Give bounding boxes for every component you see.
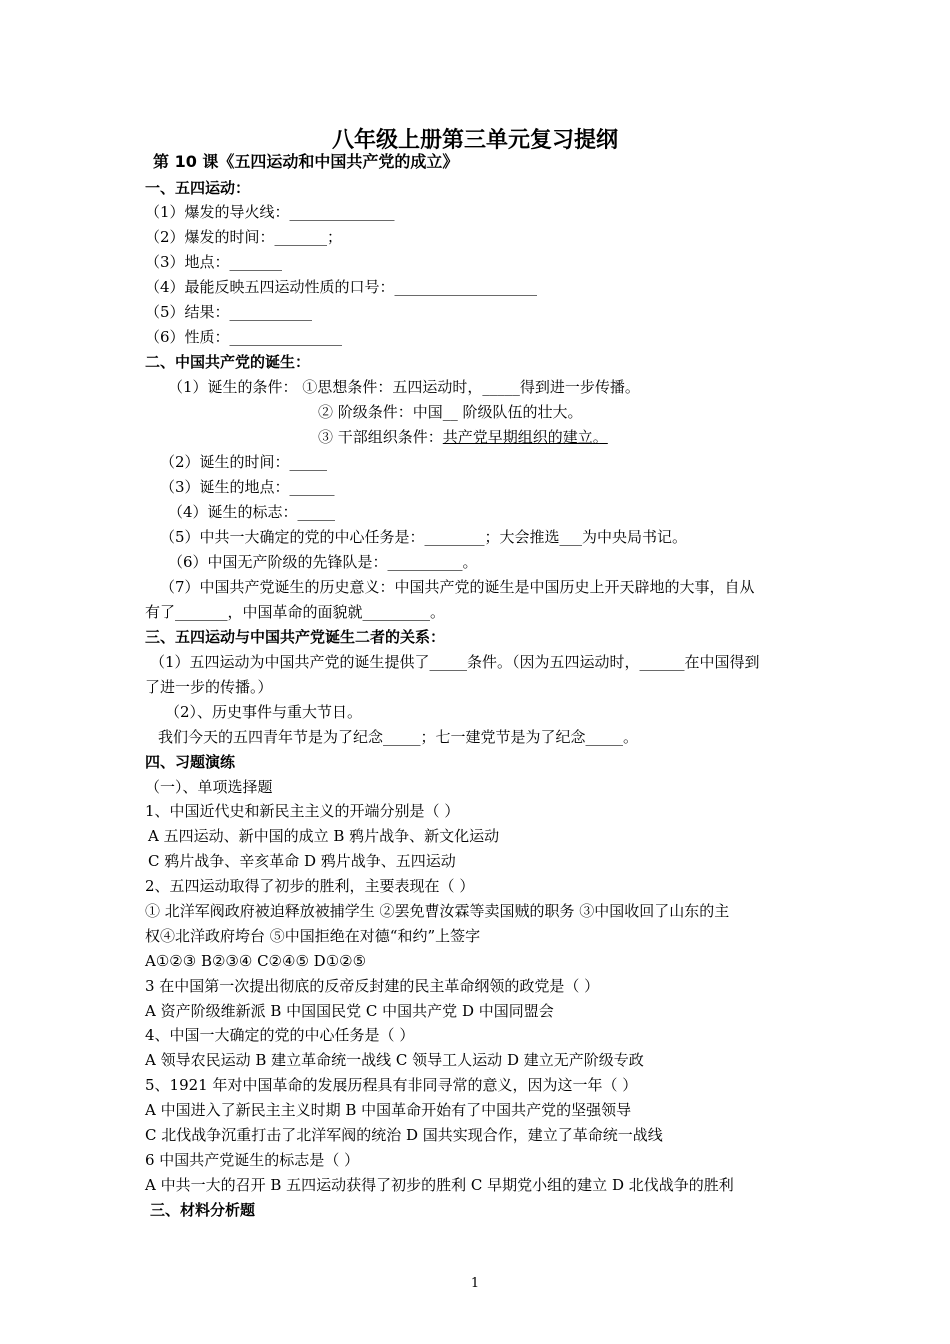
section-4-heading: 四、习题演练: [145, 753, 236, 771]
section-1-heading: 一、五四运动：: [145, 179, 251, 197]
s2-item: （6）中国无产阶级的先锋队是：__________。: [168, 553, 478, 571]
s1-item: （5）结果：___________: [145, 303, 313, 321]
question-line: A 中国进入了新民主主义时期 B 中国革命开始有了中国共产党的坚强领导: [145, 1101, 632, 1119]
s3-item: 我们今天的五四青年节是为了纪念_____；七一建党节是为了纪念_____。: [158, 728, 639, 746]
s1-item: （3）地点：_______: [145, 253, 283, 271]
s4-subheading: （一）、单项选择题: [145, 778, 273, 796]
question-line: A 领导农民运动 B 建立革命统一战线 C 领导工人运动 D 建立无产阶级专政: [145, 1051, 644, 1069]
question-line: A①②③ B②③④ C②④⑤ D①②⑤: [145, 952, 367, 970]
question-line: ① 北洋军阀政府被迫释放被捕学生 ②罢免曹汝霖等卖国贼的职务 ③中国收回了山东的主: [145, 902, 730, 920]
s1-item: （1）爆发的导火线：______________: [145, 203, 395, 221]
s3-item: （2）、历史事件与重大节日。: [165, 703, 363, 721]
question-line: A 中共一大的召开 B 五四运动获得了初步的胜利 C 早期党小组的建立 D 北伐战争的胜利: [145, 1176, 734, 1194]
s1-item: （4）最能反映五四运动性质的口号：___________________: [145, 278, 538, 296]
question-line: A 资产阶级维新派 B 中国国民党 C 中国共产党 D 中国同盟会: [145, 1002, 554, 1020]
s2-item: 有了_______，中国革命的面貌就_________。: [145, 603, 446, 621]
s2-item: （7）中国共产党诞生的历史意义：中国共产党的诞生是中国历史上开天辟地的大事，自从: [160, 578, 755, 596]
s2-condition: （1）诞生的条件： ①思想条件：五四运动时，_____得到进一步传播。: [168, 378, 640, 396]
question-line: C 鸦片战争、辛亥革命 D 鸦片战争、五四运动: [148, 852, 456, 870]
section-3-heading: 三、五四运动与中国共产党诞生二者的关系：: [145, 628, 446, 646]
question-line: 3 在中国第一次提出彻底的反帝反封建的民主革命纲领的政党是（ ）: [145, 977, 600, 995]
section-2-heading: 二、中国共产党的诞生：: [145, 353, 311, 371]
lesson-heading: 第 10 课《五四运动和中国共产党的成立》: [153, 152, 459, 171]
s2-item: （2）诞生的时间：_____: [160, 453, 328, 471]
question-line: A 五四运动、新中国的成立 B 鸦片战争、新文化运动: [148, 827, 500, 845]
question-line: 权④北洋政府垮台 ⑤中国拒绝在对德“和约”上签字: [145, 927, 481, 945]
s1-item: （6）性质：_______________: [145, 328, 343, 346]
s3-item: 了进一步的传播。）: [145, 678, 273, 696]
s2-item: （4）诞生的标志：_____: [168, 503, 336, 521]
s1-item: （2）爆发的时间：_______；: [145, 228, 343, 246]
question-line: C 北伐战争沉重打击了北洋军阀的统治 D 国共实现合作，建立了革命统一战线: [145, 1126, 663, 1144]
s2-item: （5）中共一大确定的党的中心任务是：________；大会推选___为中央局书记。: [160, 528, 688, 546]
document-title: 八年级上册第三单元复习提纲: [331, 128, 618, 153]
question-line: 2、五四运动取得了初步的胜利，主要表现在（ ）: [145, 877, 475, 895]
question-line: 6 中国共产党诞生的标志是（ ）: [145, 1151, 360, 1169]
page-number: 1: [470, 1276, 480, 1291]
s2-condition: ③ 干部组织条件：共产党早期组织的建立。: [318, 428, 608, 446]
question-line: 4、中国一大确定的党的中心任务是（ ）: [145, 1026, 415, 1044]
s2-condition: ② 阶级条件：中国__ 阶级队伍的壮大。: [318, 403, 583, 421]
question-line: 5、1921 年对中国革命的发展历程具有非同寻常的意义，因为这一年（ ）: [145, 1076, 638, 1094]
material-heading: 三、材料分析题: [150, 1201, 256, 1219]
s2-item: （3）诞生的地点：______: [160, 478, 335, 496]
question-line: 1、中国近代史和新民主主义的开端分别是（ ）: [145, 802, 460, 820]
s3-item: （1）五四运动为中国共产党的诞生提供了_____条件。（因为五四运动时，______在中国得到: [150, 653, 760, 671]
